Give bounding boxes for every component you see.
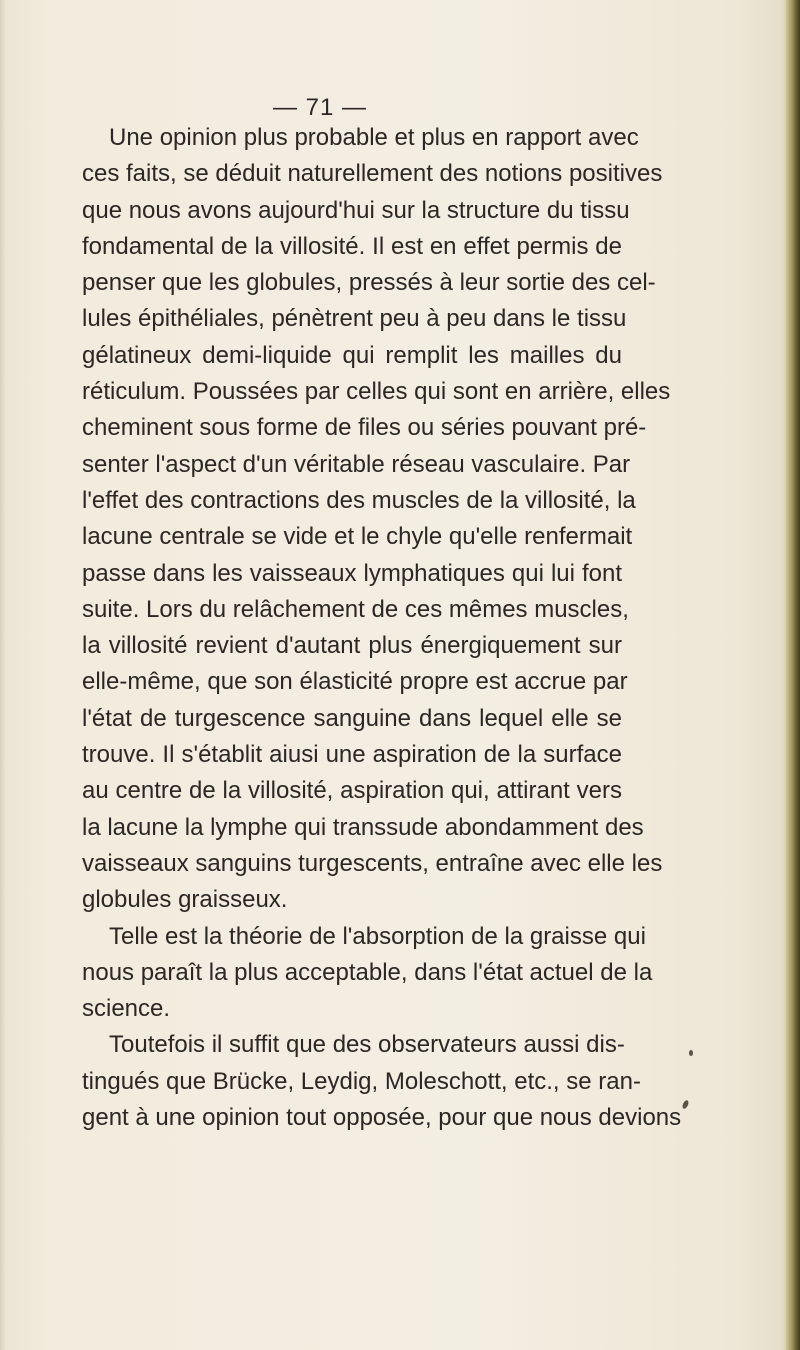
text-line: lules épithéliales, pénètrent peu à peu dans le tissu	[82, 305, 627, 333]
text-line: nous paraît la plus acceptable, dans l'état actuel de la	[82, 958, 653, 986]
text-line: que nous avons aujourd'hui sur la structure du tissu	[82, 196, 630, 224]
text-line: senter l'aspect d'un véritable réseau vasculaire. Par	[82, 450, 631, 478]
text-line: elle-même, que son élasticité propre est accrue par	[82, 668, 628, 696]
text-line: réticulum. Poussées par celles qui sont en arrière, elles	[82, 378, 671, 406]
text-line: au centre de la villosité, aspiration qui, attirant vers	[82, 777, 622, 805]
text-line: l'effet des contractions des muscles de la villosité, la	[82, 486, 636, 514]
text-line: gent à une opinion tout opposée, pour que nous devions	[82, 1104, 682, 1132]
text-line: trouve. Il s'établit aiusi une aspiration de la surface	[82, 741, 622, 769]
text-line: globules graisseux.	[82, 886, 288, 914]
text-line: suite. Lors du relâchement de ces mêmes muscles,	[82, 595, 629, 623]
page-number: — 71 —	[272, 94, 368, 121]
text-line: lacune centrale se vide et le chyle qu'elle renfermait	[82, 523, 633, 551]
paper-speck	[689, 1050, 693, 1056]
text-line: science.	[82, 995, 171, 1023]
text-line: Telle est la théorie de l'absorption de la graisse qui	[109, 922, 646, 950]
text-line: penser que les globules, pressés à leur sortie des cel-	[82, 269, 656, 297]
text-line: passe dans les vaisseaux lymphatiques qui lui font	[82, 559, 622, 587]
text-line: la lacune la lymphe qui transsude abondamment des	[82, 813, 644, 841]
text-line: cheminent sous forme de files ou séries pouvant pré-	[82, 414, 647, 442]
text-line: Une opinion plus probable et plus en rapport avec	[109, 124, 639, 151]
page-left-edge-shadow	[0, 0, 6, 1350]
text-line: la villosité revient d'autant plus énergiquement sur	[82, 632, 622, 660]
book-binding-edge	[786, 0, 800, 1350]
text-line: fondamental de la villosité. Il est en effet permis de	[82, 232, 622, 260]
text-line: ces faits, se déduit naturellement des notions positives	[82, 160, 663, 188]
text-line: gélatineux demi-liquide qui remplit les mailles du	[82, 341, 622, 369]
text-line: tingués que Brücke, Leydig, Moleschott, etc., se ran-	[82, 1067, 641, 1095]
text-line: l'état de turgescence sanguine dans lequel elle se	[82, 704, 622, 732]
text-line: vaisseaux sanguins turgescents, entraîne avec elle les	[82, 849, 663, 877]
text-line: Toutefois il suffit que des observateurs aussi dis-	[109, 1031, 625, 1059]
body-text	[82, 120, 682, 1136]
